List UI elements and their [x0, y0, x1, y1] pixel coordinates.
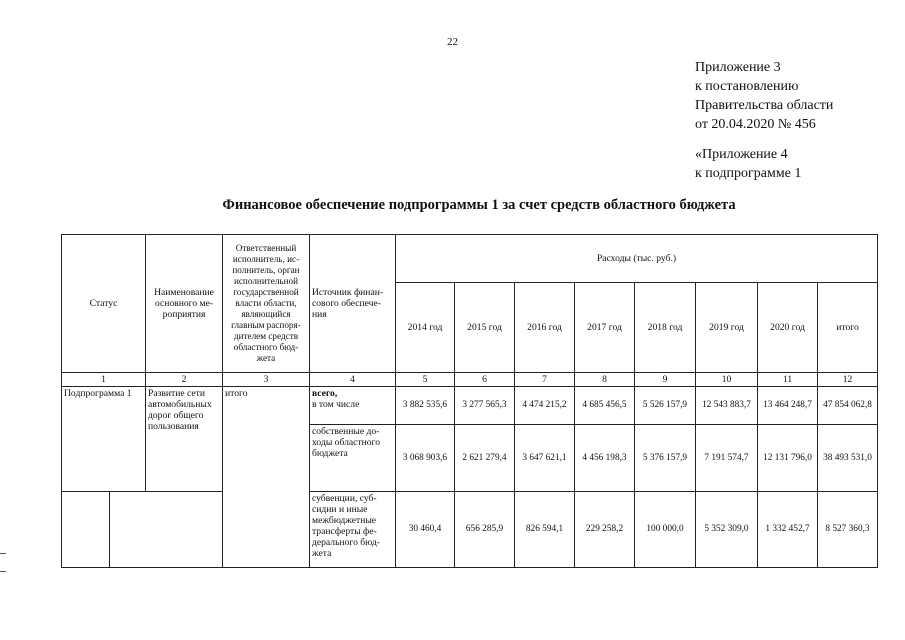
source-cell — [310, 387, 396, 425]
header-year: 2016 год — [515, 283, 575, 373]
header-expenses: Расходы (тыс. руб.) — [396, 235, 878, 283]
column-number: 12 — [818, 373, 878, 387]
value-cell: 5 352 309,0 — [696, 492, 758, 568]
appendix-line: от 20.04.2020 № 456 — [695, 117, 816, 132]
header-source: Источник финан-сового обеспече-ния — [310, 235, 396, 373]
value-cell: 12 543 883,7 — [696, 387, 758, 425]
header-executor: Ответственный исполнитель, ис-полнитель, орган исполнительной государственной власти области, являющийся главным распоря-дителем средств областного бюд-жета — [223, 235, 310, 373]
column-number: 7 — [515, 373, 575, 387]
value-cell: 5 526 157,9 — [635, 387, 696, 425]
header-year: 2014 год — [396, 283, 455, 373]
header-measure: Наименование основного ме-роприятия — [146, 235, 223, 373]
value-cell: 30 460,4 — [396, 492, 455, 568]
value-cell: 3 647 621,1 — [515, 425, 575, 492]
value-cell: 3 882 535,6 — [396, 387, 455, 425]
inner-appendix-note — [695, 145, 801, 183]
source-label: в том числе — [312, 399, 360, 410]
page-number: 22 — [447, 36, 458, 48]
header-year: 2020 год — [758, 283, 818, 373]
value-cell: 3 277 565,3 — [455, 387, 515, 425]
header-year: 2018 год — [635, 283, 696, 373]
value-cell: 229 258,2 — [575, 492, 635, 568]
value-cell: 100 000,0 — [635, 492, 696, 568]
appendix-line: Приложение 3 — [695, 60, 781, 75]
executor-cell: итого — [223, 387, 310, 568]
value-cell: 13 464 248,7 — [758, 387, 818, 425]
value-cell: 1 332 452,7 — [758, 492, 818, 568]
value-cell: 4 456 198,3 — [575, 425, 635, 492]
column-number: 11 — [758, 373, 818, 387]
margin-mark — [0, 553, 6, 554]
column-number: 5 — [396, 373, 455, 387]
value-cell: 826 594,1 — [515, 492, 575, 568]
column-number: 6 — [455, 373, 515, 387]
appendix-note — [695, 58, 833, 134]
column-number: 4 — [310, 373, 396, 387]
document-title: Финансовое обеспечение подпрограммы 1 за счет средств областного бюджета — [222, 197, 736, 213]
value-cell: 3 068 903,6 — [396, 425, 455, 492]
value-total-cell: 47 854 062,8 — [818, 387, 878, 425]
header-total: итого — [818, 283, 878, 373]
header-status: Статус — [62, 235, 146, 373]
column-number: 8 — [575, 373, 635, 387]
value-cell: 5 376 157,9 — [635, 425, 696, 492]
value-total-cell: 8 527 360,3 — [818, 492, 878, 568]
value-cell: 12 131 796,0 — [758, 425, 818, 492]
column-number: 9 — [635, 373, 696, 387]
measure-cell: Развитие сети автомобильных дорог общего пользования — [146, 387, 223, 492]
value-total-cell: 38 493 531,0 — [818, 425, 878, 492]
source-bold-label: всего, — [312, 388, 338, 399]
source-cell: субвенции, суб-сидии и иные межбюджетные трансферты фе-дерального бюд-жета — [310, 492, 396, 568]
appendix-line: «Приложение 4 — [695, 147, 788, 162]
appendix-line: к постановлению — [695, 79, 799, 94]
appendix-line: Правительства области — [695, 98, 834, 113]
value-cell: 2 621 279,4 — [455, 425, 515, 492]
source-cell: собственные до-ходы областного бюджета — [310, 425, 396, 492]
header-year: 2015 год — [455, 283, 515, 373]
financing-table — [61, 234, 878, 568]
margin-mark — [0, 571, 6, 572]
value-cell: 7 191 574,7 — [696, 425, 758, 492]
measure-cell-empty — [110, 492, 223, 568]
value-cell: 4 474 215,2 — [515, 387, 575, 425]
header-year: 2019 год — [696, 283, 758, 373]
status-cell-empty — [62, 492, 110, 568]
value-cell: 4 685 456,5 — [575, 387, 635, 425]
column-number: 1 — [62, 373, 146, 387]
status-cell: Подпрограмма 1 — [62, 387, 146, 492]
appendix-line: к подпрограмме 1 — [695, 166, 802, 181]
column-number: 2 — [146, 373, 223, 387]
value-cell: 656 285,9 — [455, 492, 515, 568]
column-number: 3 — [223, 373, 310, 387]
column-number: 10 — [696, 373, 758, 387]
header-year: 2017 год — [575, 283, 635, 373]
